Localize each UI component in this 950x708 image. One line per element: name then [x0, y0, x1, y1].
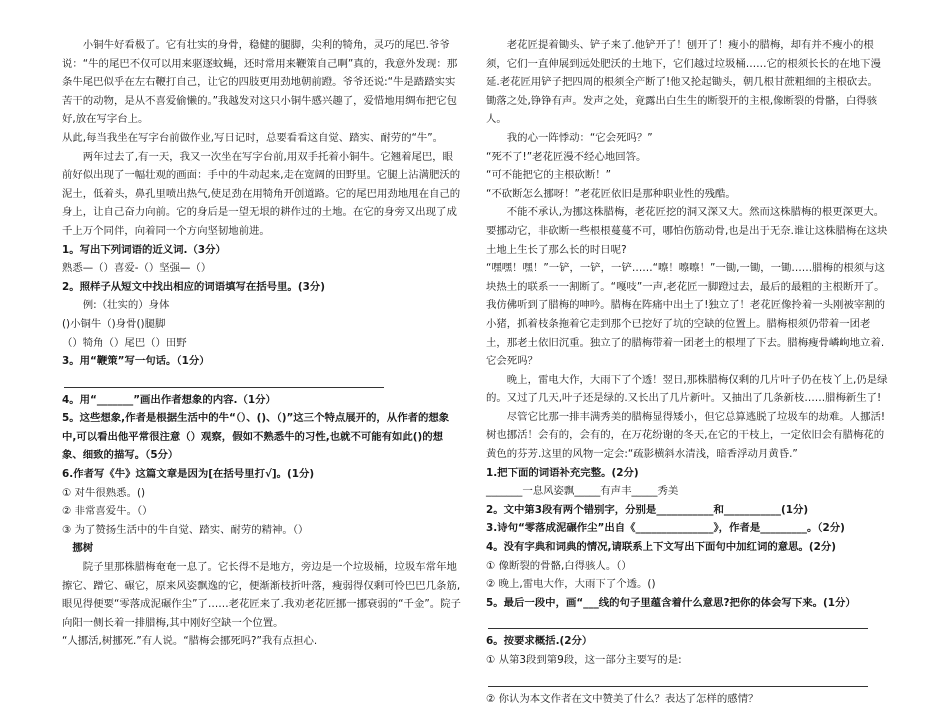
paragraph: 我的心一阵悸动：“它会死吗？”: [506, 131, 653, 144]
paragraph: “人挪活,树挪死.”有人说。“腊梅会挪死吗?”我有点担心.: [62, 635, 318, 648]
paragraph: 院子里那株腊梅奄奄一息了。它长得不是地方，旁边是一个垃圾桶，垃圾车常年地擦它、蹭它、碾它，原来风姿飘逸的它，便渐渐枝折叶落，瘦弱得仅剩可怜巴巴几条筋,眼见得便要“零落成泥碾作尘”了……老花匠来了.我劝老花匠挪一挪衰弱的“千金”。院子向阳一侧长着一排腊梅,其中刚好空缺一个位置。: [62, 561, 461, 629]
question: 4。用“_______”画出作者想象的内容.（1分）: [62, 393, 276, 406]
paragraph: 熟悉—（）喜爱-（）坚强—（）: [62, 262, 212, 275]
answer-line[interactable]: [64, 373, 384, 388]
paragraph: “嘿嘿！嘿！”一铲，一铲，一铲……“嚓！嚓嚓！”一锄,一锄，一锄……腊梅的根须与这块热土的联系一一割断了。“嘎吱”一声,老花匠一脚蹬过去，最后的最粗的主根断开了。我仿佛听到了腊梅的呻吟。腊梅在阵痛中出土了!独立了！老花匠像拎着一头刚被宰割的小猪，抓着枝条拖着它走到那个已挖好了坑的空缺的位置上。腊梅根须仍带着一团老土，那老土依旧沉重。独立了的腊梅带着一团老土的根埋了下去。腊梅瘦骨嶙峋地立着.它会死吗？: [486, 262, 886, 368]
question: 2。照样子从短文中找出相应的词语填写在括号里。(3分): [62, 280, 325, 293]
question: 1.把下面的词语补充完整。(2分): [486, 466, 639, 479]
answer-line[interactable]: [488, 672, 868, 687]
question: 2。文中第3段有两个错别字，分别是___________和___________(1分): [486, 503, 809, 516]
paragraph: 尽管它比那一排丰满秀美的腊梅显得矮小，但它总算逃脱了垃圾车的劫难。人挪活!树也挪活！会有的，会有的，在万花纷谢的冬天,在它的干枝上，一定依旧会有腊梅花的黄色的芬芳.这里的风物一定会:“疏影横斜水清浅，暗香浮动月黄昏.”: [486, 410, 886, 461]
paragraph: “不砍断怎么挪呀！”老花匠依旧是那种职业性的残酷。: [486, 187, 736, 200]
paragraph: ② 你认为本文作者在文中赞美了什么？表达了怎样的感情？: [486, 692, 759, 705]
question: 1。写出下列词语的近义词.（3分）: [62, 243, 226, 256]
paragraph: 从此,每当我坐在写字台前做作业,写日记时，总要看看这自觉、踏实、耐劳的“牛”。: [62, 131, 444, 144]
paragraph: ② 非常喜爱牛。（）: [62, 505, 153, 518]
paragraph: 晚上，雷电大作，大雨下了个透！翌日,那株腊梅仅剩的几片叶子仍在枝丫上,仍是绿的。又过了几天,叶子还是绿的.又长出了几片新叶。又抽出了几条新枝……腊梅新生了!: [486, 373, 888, 405]
paragraph: “死不了!”老花匠漫不经心地回答。: [486, 150, 647, 163]
question: 5。最后一段中，画“___线的句子里蕴含着什么意思?把你的体会写下来。(1分）: [486, 596, 856, 609]
paragraph: ① 从第3段到第9段，这一部分主要写的是:: [486, 654, 682, 666]
paragraph: _______一息风姿飘_____有声丰_____秀美: [486, 485, 679, 498]
paragraph: 不能不承认,为挪这株腊梅，老花匠挖的洞又深又大。然而这株腊梅的根更深更大。要挪动它，非砍断一些根根蔓蔓不可，哪怕伤筋动骨,也是出于无奈.谁让这株腊梅在这块土地上生长了那么长的时日呢?: [486, 206, 888, 256]
question: 3.诗句“零落成泥碾作尘”出自《_______________》，作者是_________。（2分): [486, 522, 845, 535]
question: 6。按要求概括.(2分）: [486, 635, 593, 648]
passage-title: 挪树: [72, 542, 94, 555]
question: 6.作者写《牛》这篇文章是因为[在括号里打√]。(1分): [62, 468, 315, 481]
question: 4。没有字典和词典的情况,请联系上下文写出下面句中加红词的意思。(2分): [486, 541, 837, 554]
paragraph: 两年过去了,有一天，我又一次坐在写字台前,用双手托着小铜牛。它翘着尾巴，眼前好似出现了一幅壮观的画面：手中的牛动起来,走在宽阔的田野里。它腿上沾满肥沃的泥土，低着头，鼻孔里喷出热气,使足劲在用犄角开创道路。它的尾巴用劲地甩在自己的身上，让自己奋力向前。它的身后是一望无垠的耕作过的土地。在它的身旁又出现了成千上万个同伴，向着同一个方向坚韧地前进。: [62, 150, 461, 237]
paragraph: ② 晚上,雷电大作，大雨下了个透。(): [486, 578, 656, 591]
question: 3。用“鞭策”写一句话。（1分）: [62, 355, 210, 368]
paragraph: ① 对牛很熟悉。(): [62, 486, 146, 499]
left-column: [62, 36, 462, 651]
question: 5。这些想象,作者是根据生活中的牛“（）、()、（)”这三个特点展开的，从作者的想象中,可以看出他平常很注意（）观察，假如不熟悉牛的习性,也就不可能有如此()的想象、细致的描写。（5分）: [62, 412, 450, 462]
paragraph: 例:（壮实的）身体: [82, 299, 170, 312]
paragraph: ()小铜牛（)身骨()腿脚: [62, 317, 166, 330]
paragraph: ③ 为了赞扬生活中的牛自觉、踏实、耐劳的精神。（）: [62, 523, 309, 536]
answer-line[interactable]: [488, 614, 868, 629]
paragraph: 小铜牛好看极了。它有壮实的身骨，稳健的腿脚，尖利的犄角，灵巧的尾巴.爷爷说：“牛的尾巴不仅可以用来驱逐蚊蝇，还时常用来鞭策自己啊”真的，我意外发现：那条牛尾巴似乎在左右鞭打自己，让它的四肢更用劲地朝前蹬。爷爷还说:“牛是踏踏实实苦干的动物，是从不喜爱偷懒的。”我越发对这只小铜牛感兴趣了，爱惜地用绸布把它包好,放在写字台上。: [62, 39, 458, 126]
paragraph: “可不能把它的主根砍断！”: [486, 169, 612, 182]
paragraph: 老花匠提着锄头、铲子来了.他铲开了！刨开了！瘦小的腊梅，却有并不瘦小的根须，它们一直伸展到远处肥沃的土地下，它们越过垃圾桶……它的根须长长的在地下漫延.老花匠用铲子把四周的根须全产断了!他又抡起锄头，朝几根甘蔗粗细的主根砍去。锄落之处,铮铮有声。发声之处，竟露出白生生的断裂开的主根,像断裂的骨骼，白得骇人。: [486, 39, 881, 126]
paragraph: （）犄角（）尾巴（）田野: [62, 336, 187, 349]
paragraph: ① 像断裂的骨骼,白得骇人。（）: [486, 559, 632, 572]
right-column: [486, 36, 888, 708]
